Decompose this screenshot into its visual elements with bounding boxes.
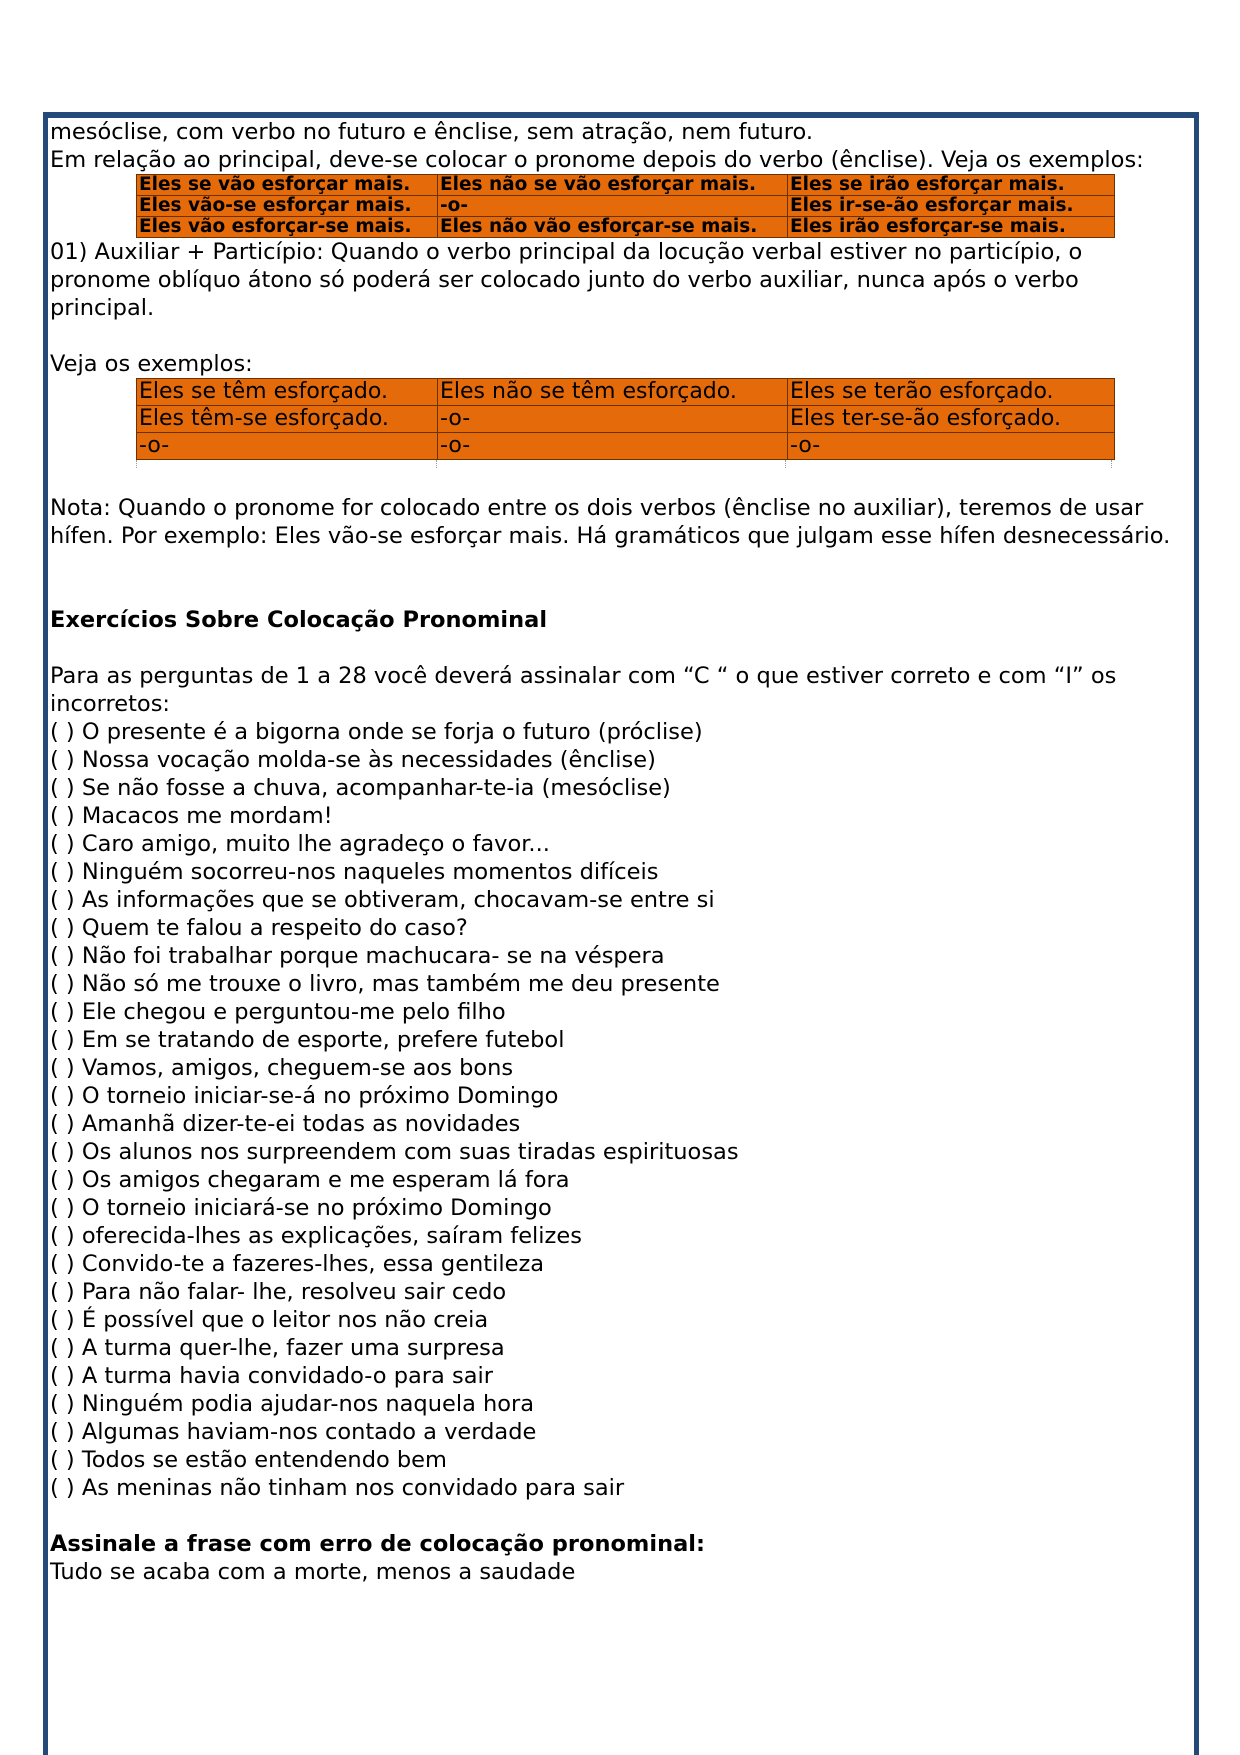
list-item: ( ) Os alunos nos surpreendem com suas tiradas espirituosas (50, 1139, 739, 1165)
list-item: ( ) Algumas haviam-nos contado a verdade (50, 1419, 537, 1445)
table-cell: Eles não vão esforçar-se mais. (438, 217, 788, 238)
list-item: ( ) A turma quer-lhe, fazer uma surpresa (50, 1335, 505, 1361)
table-cell: Eles se vão esforçar mais. (137, 175, 438, 196)
exercises-instruction: Para as perguntas de 1 a 28 você deverá assinalar com “C “ o que estiver correto e com “I” os incorretos: (50, 663, 1117, 717)
list-item: ( ) Ele chegou e perguntou-me pelo filho (50, 999, 506, 1025)
list-item: ( ) Para não falar- lhe, resolveu sair cedo (50, 1279, 507, 1305)
table-cell: -o- (438, 433, 788, 460)
table-row (137, 379, 1115, 406)
table-cell: Eles se irão esforçar mais. (788, 175, 1115, 196)
list-item: ( ) Não foi trabalhar porque machucara- se na véspera (50, 943, 665, 969)
list-item: ( ) Todos se estão entendendo bem (50, 1447, 447, 1473)
list-item: ( ) Macacos me mordam! (50, 803, 333, 829)
list-item: ( ) Os amigos chegaram e me esperam lá fora (50, 1167, 570, 1193)
list-item: ( ) Em se tratando de esporte, prefere futebol (50, 1027, 565, 1053)
table-cell: Eles se têm esforçado. (137, 379, 438, 406)
list-item: ( ) oferecida-lhes as explicações, saíram felizes (50, 1223, 582, 1249)
table-cell: -o- (137, 433, 438, 460)
exercise-list (50, 718, 1190, 1502)
table-row (137, 196, 1115, 217)
table-cell: Eles vão esforçar-se mais. (137, 217, 438, 238)
examples-table-participle (136, 378, 1115, 460)
table-cell: Eles se terão esforçado. (788, 379, 1115, 406)
table-row (137, 217, 1115, 238)
list-item: ( ) As informações que se obtiveram, chocavam-se entre si (50, 887, 715, 913)
question-option: Tudo se acaba com a morte, menos a saudade (50, 1559, 576, 1585)
exercises-heading: Exercícios Sobre Colocação Pronominal (50, 607, 548, 633)
list-item: ( ) Não só me trouxe o livro, mas também me deu presente (50, 971, 720, 997)
list-item: ( ) O presente é a bigorna onde se forja o futuro (próclise) (50, 719, 703, 745)
table-cell: -o- (438, 406, 788, 433)
list-item: ( ) Quem te falou a respeito do caso? (50, 915, 468, 941)
table-row (137, 406, 1115, 433)
list-item: ( ) Caro amigo, muito lhe agradeço o favor... (50, 831, 550, 857)
list-item: ( ) Convido-te a fazeres-lhes, essa gentileza (50, 1251, 545, 1277)
list-item: ( ) É possível que o leitor nos não creia (50, 1307, 489, 1333)
table-row (137, 175, 1115, 196)
table-footer-rule (136, 460, 1113, 468)
page-frame-left (43, 112, 48, 1755)
table-cell: Eles ter-se-ão esforçado. (788, 406, 1115, 433)
table-cell: Eles irão esforçar-se mais. (788, 217, 1115, 238)
intro-line: mesóclise, com verbo no futuro e ênclise, sem atração, nem futuro. (50, 119, 813, 145)
table-cell: Eles não se vão esforçar mais. (438, 175, 788, 196)
table-cell: Eles não se têm esforçado. (438, 379, 788, 406)
intro-line: Em relação ao principal, deve-se colocar o pronome depois do verbo (ênclise). Veja os exemplos: (50, 147, 1144, 173)
table-cell: Eles ir-se-ão esforçar mais. (788, 196, 1115, 217)
document-body (50, 118, 1190, 1586)
list-item: ( ) Ninguém podia ajudar-nos naquela hora (50, 1391, 535, 1417)
table-cell: Eles têm-se esforçado. (137, 406, 438, 433)
list-item: ( ) Vamos, amigos, cheguem-se aos bons (50, 1055, 514, 1081)
list-item: ( ) O torneio iniciar-se-á no próximo Domingo (50, 1083, 559, 1109)
list-item: ( ) Amanhã dizer-te-ei todas as novidades (50, 1111, 521, 1137)
rule-paragraph: 01) Auxiliar + Particípio: Quando o verbo principal da locução verbal estiver no particípio, o pronome oblíquo átono só poderá ser colocado junto do verbo auxiliar, nunca após o verbo principal. (50, 239, 1083, 321)
page-frame-right (1194, 112, 1199, 1755)
list-item: ( ) As meninas não tinham nos convidado para sair (50, 1475, 625, 1501)
table-cell: -o- (438, 196, 788, 217)
table-cell: Eles vão-se esforçar mais. (137, 196, 438, 217)
question-heading: Assinale a frase com erro de colocação pronominal: (50, 1531, 706, 1557)
table-row (137, 433, 1115, 460)
list-item: ( ) Se não fosse a chuva, acompanhar-te-ia (mesóclise) (50, 775, 671, 801)
examples-table-future (136, 174, 1115, 238)
table-cell: -o- (788, 433, 1115, 460)
examples-label: Veja os exemplos: (50, 351, 253, 377)
list-item: ( ) O torneio iniciará-se no próximo Domingo (50, 1195, 552, 1221)
list-item: ( ) A turma havia convidado-o para sair (50, 1363, 493, 1389)
note-paragraph: Nota: Quando o pronome for colocado entre os dois verbos (ênclise no auxiliar), teremos de usar hífen. Por exemplo: Eles vão-se esforçar mais. Há gramáticos que julgam esse hífen desnecessário. (50, 495, 1171, 549)
list-item: ( ) Ninguém socorreu-nos naqueles momentos difíceis (50, 859, 659, 885)
list-item: ( ) Nossa vocação molda-se às necessidades (ênclise) (50, 747, 656, 773)
